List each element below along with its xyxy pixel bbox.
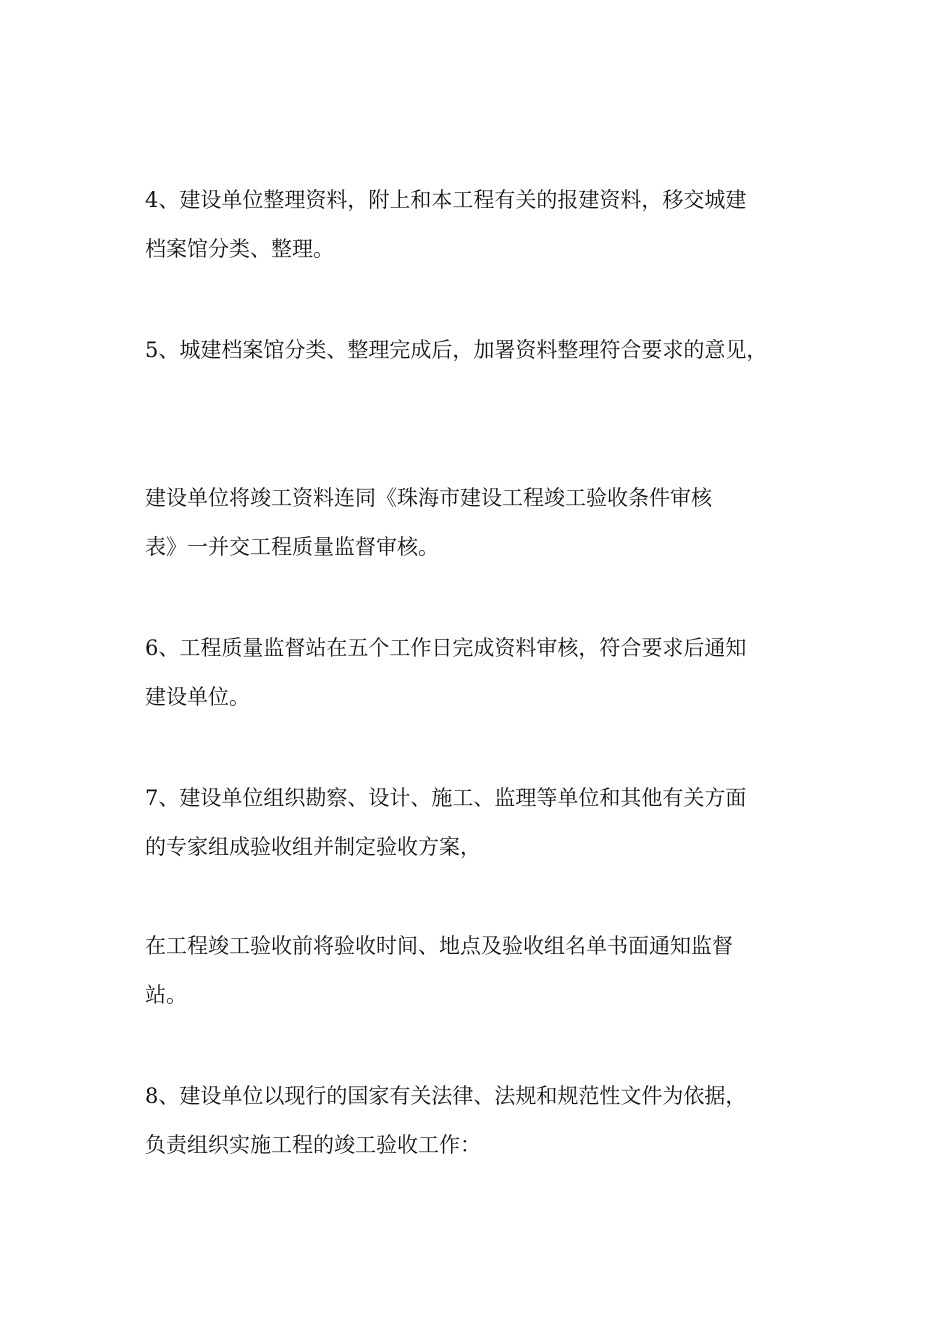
paragraph-line: 8、建设单位以现行的国家有关法律、法规和规范性文件为依据， [145,1084,747,1108]
paragraph-item-6 [145,624,825,722]
paragraph-line: 7、建设单位组织勘察、设计、施工、监理等单位和其他有关方面 [145,786,747,810]
paragraph-continuation-7 [145,922,825,1020]
paragraph-line: 4、建设单位整理资料，附上和本工程有关的报建资料，移交城建 [145,188,747,212]
paragraph-line: 6、工程质量监督站在五个工作日完成资料审核，符合要求后通知 [145,636,747,660]
paragraph-line: 5、城建档案馆分类、整理完成后，加署资料整理符合要求的意见， [145,338,768,362]
paragraph-line: 负责组织实施工程的竣工验收工作： [145,1133,481,1157]
paragraph-item-8 [145,1072,825,1170]
paragraph-continuation-5 [145,474,825,572]
paragraph-line: 的专家组成验收组并制定验收方案， [145,835,481,859]
paragraph-line: 建设单位。 [145,685,250,709]
paragraph-line: 档案馆分类、整理。 [145,237,334,261]
paragraph-line: 建设单位将竣工资料连同《珠海市建设工程竣工验收条件审核 [145,486,712,510]
paragraph-item-7 [145,774,825,872]
paragraph-line: 站。 [145,983,187,1007]
paragraph-item-5 [145,326,825,375]
paragraph-item-4 [145,176,825,274]
paragraph-line: 表》一并交工程质量监督审核。 [145,535,439,559]
paragraph-line: 在工程竣工验收前将验收时间、地点及验收组名单书面通知监督 [145,934,733,958]
